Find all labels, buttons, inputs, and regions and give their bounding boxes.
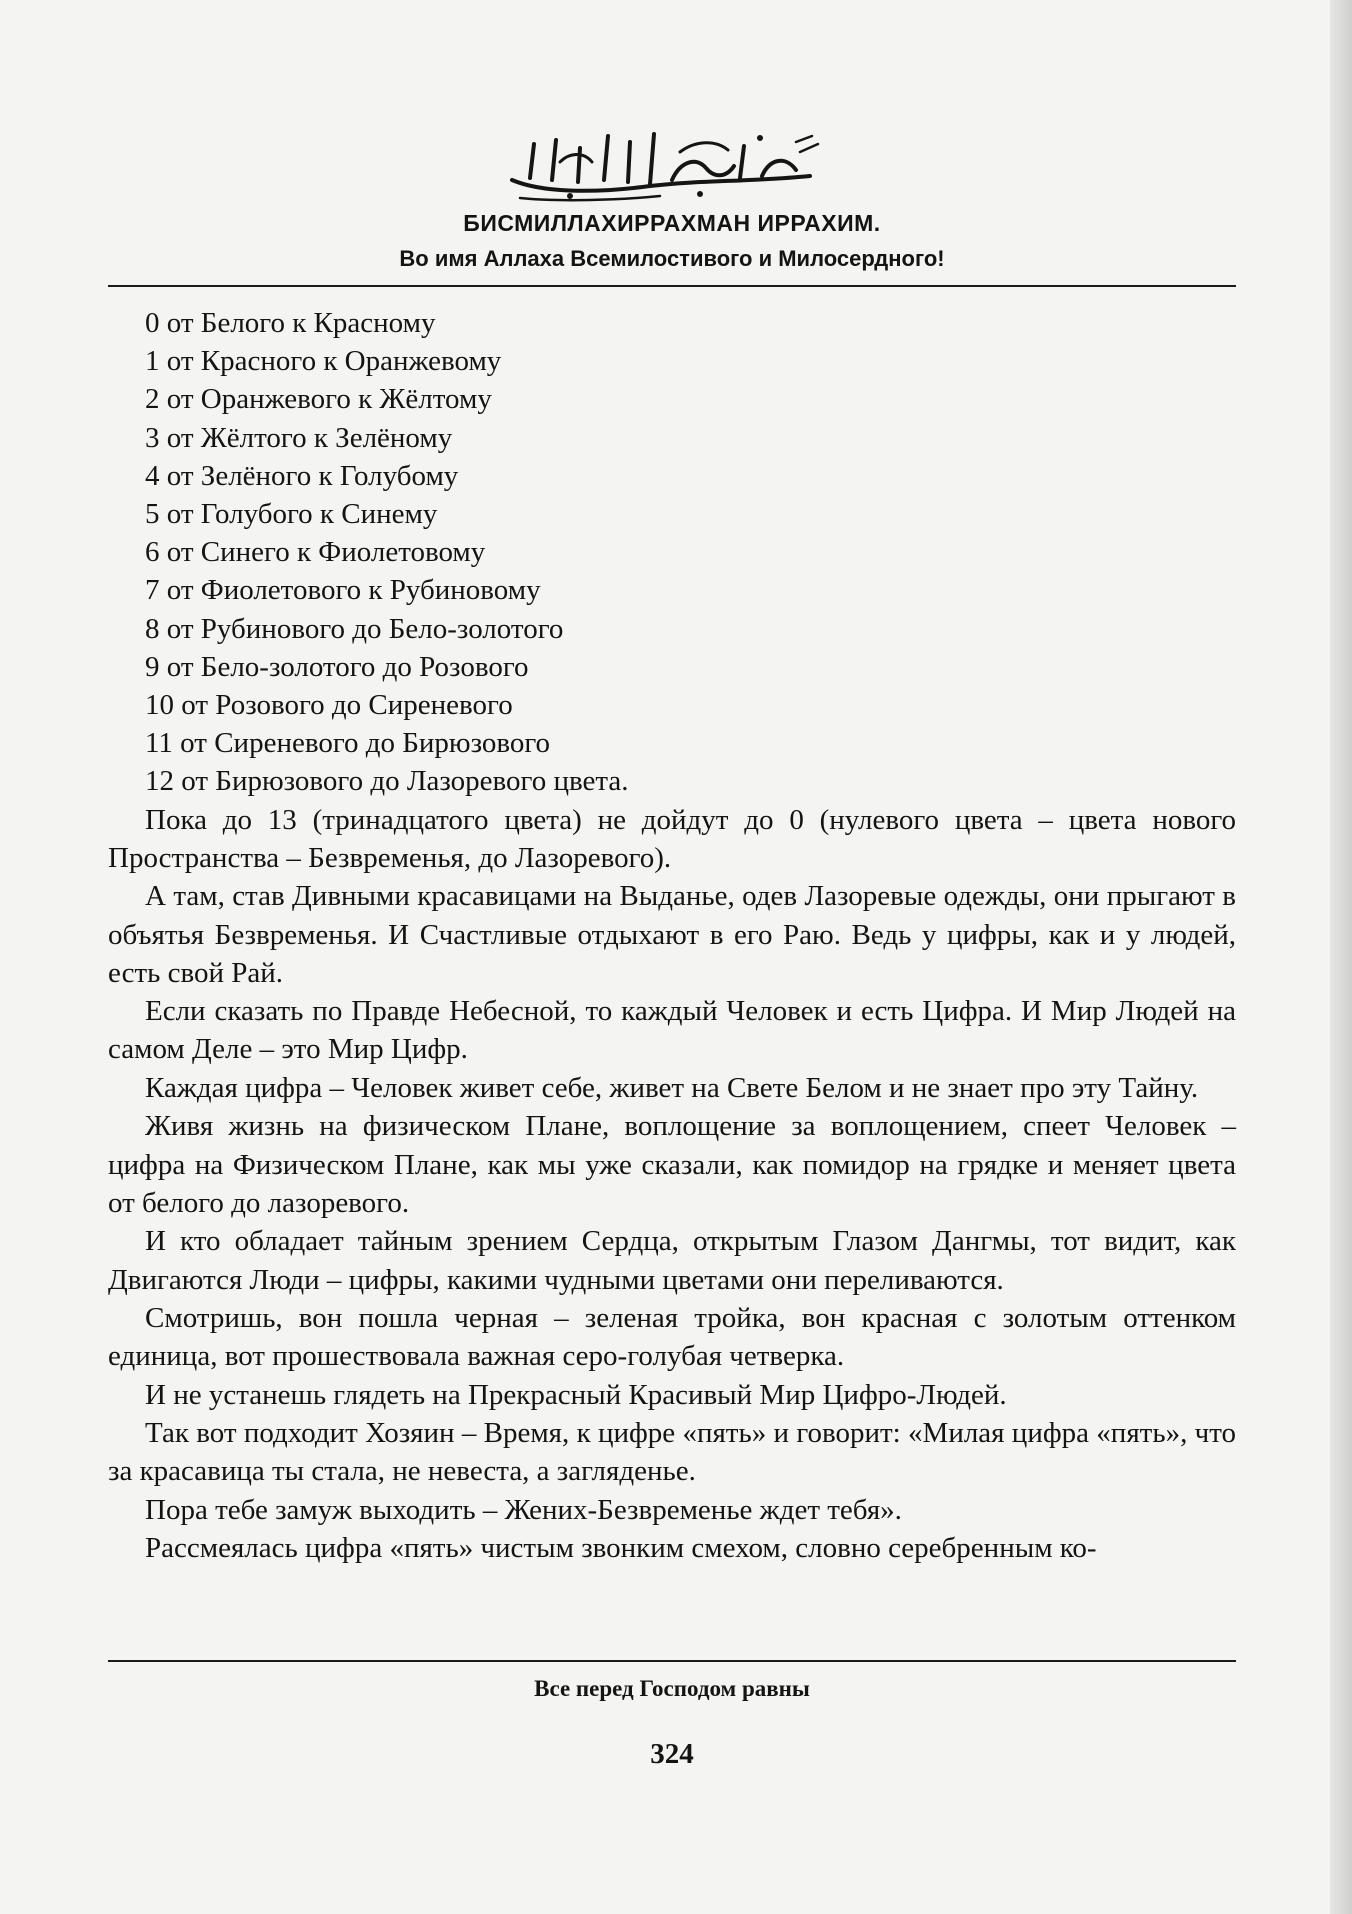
paragraph: Так вот подходит Хозяин – Время, к цифре «пять» и говорит: «Милая цифра «пять», что за красавица ты стала, не невеста, а загляденье. <box>108 1417 1236 1488</box>
paragraph: Каждая цифра – Человек живет себе, живет на Свете Белом и не знает про эту Тайну. <box>145 1071 1199 1104</box>
footer-title: Все перед Господом равны <box>534 1676 810 1701</box>
list-item: 5 от Голубого к Синему <box>145 498 438 531</box>
page-number: 324 <box>650 1738 694 1770</box>
paragraph: Если сказать по Правде Небесной, то каждый Человек и есть Цифра. И Мир Людей на самом Деле – это Мир Цифр. <box>108 995 1236 1066</box>
list-item: 6 от Синего к Фиолетовому <box>145 536 486 569</box>
list-item: 10 от Розового до Сиреневого <box>145 689 513 722</box>
page-edge-shadow <box>1330 0 1352 1914</box>
list-item: 2 от Оранжевого к Жёлтому <box>145 383 492 416</box>
header-subtitle: Во имя Аллаха Всемилостивого и Милосердного! <box>399 246 945 271</box>
paragraph: Смотришь, вон пошла черная – зеленая тройка, вон красная с золотым оттенком единица, вот прошествовала важная серо-голубая четверка. <box>108 1302 1236 1373</box>
list-item: 9 от Бело-золотого до Розового <box>145 650 529 683</box>
page-body <box>108 304 1236 1568</box>
header-divider <box>108 285 1236 287</box>
paragraph: Живя жизнь на физическом Плане, воплощение за воплощением, спеет Человек – цифра на Физическом Плане, как мы уже сказали, как помидор на грядке и меняет цвета от белого до лазоревого. <box>108 1110 1236 1219</box>
list-item: 4 от Зелёного к Голубому <box>145 459 459 492</box>
bismillah-calligraphy-icon <box>500 122 830 204</box>
list-item: 3 от Жёлтого к Зелёному <box>145 421 453 454</box>
list-item: 1 от Красного к Оранжевому <box>145 345 502 378</box>
paragraph: Рассмеялась цифра «пять» чистым звонким смехом, словно серебренным ко- <box>145 1532 1097 1565</box>
list-item: 0 от Белого к Красному <box>145 307 436 339</box>
paragraph: А там, став Дивными красавицами на Выданье, одев Лазоревые одежды, они прыгают в объятья Безвременья. И Счастливые отдыхают в его Раю. Ведь у цифры, как и у людей, есть свой Рай. <box>108 880 1236 989</box>
paragraph: И кто обладает тайным зрением Сердца, открытым Глазом Дангмы, тот видит, как Двигаются Люди – цифры, какими чудными цветами они переливаются. <box>108 1225 1236 1296</box>
list-item: 7 от Фиолетового к Рубиновому <box>145 574 541 607</box>
paragraph: И не устанешь глядеть на Прекрасный Красивый Мир Цифро-Людей. <box>145 1378 1007 1411</box>
list-item: 8 от Рубинового до Бело-золотого <box>145 612 564 645</box>
list-item: 11 от Сиреневого до Бирюзового <box>145 727 551 760</box>
footer-divider <box>108 1660 1236 1662</box>
header-title: БИСМИЛЛАХИРРАХМАН ИРРАХИМ. <box>463 210 881 236</box>
paragraph: Пока до 13 (тринадцатого цвета) не дойдут до 0 (нулевого цвета – цвета нового Пространства – Безвременья, до Лазоревого). <box>108 803 1236 874</box>
paragraph: Пора тебе замуж выходить – Жених-Безвременье ждет тебя». <box>145 1493 902 1526</box>
list-item: 12 от Бирюзового до Лазоревого цвета. <box>145 765 629 798</box>
